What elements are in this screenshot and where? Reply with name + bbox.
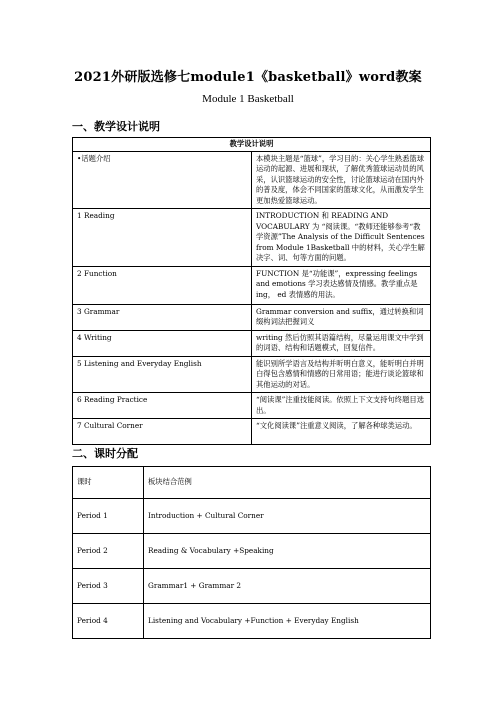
row-text: writing 然后仿照其语篇结构，尽量运用课文中学到的词语、结构和话题模式，回复信件。 bbox=[252, 330, 431, 356]
header-content: 板块结合范例 bbox=[144, 467, 431, 499]
row-text: 本模块主题是“篮球”，学习目的：关心学生熟悉篮球运动的起源、进展和现状，了解优秀篮球运动员的风采，认识篮球运动的安全性，讨论篮球运动在国内外的普及度，体会不同国家的篮球文化，从而激发学生更加热爱篮球运动。 bbox=[252, 151, 431, 209]
section-heading-design: 一、教学设计说明 bbox=[72, 120, 160, 133]
content-cell: Reading & Vocabulary +Speaking bbox=[144, 534, 431, 569]
header-period: 课时 bbox=[73, 467, 144, 499]
content-cell: Introduction + Cultural Corner bbox=[144, 499, 431, 534]
row-text: 能识别所学语言及结构并听明白意义，能听明白并明白得包含感情和情感的日常用语；能进行谈论篮球和其他运动的对话。 bbox=[252, 356, 431, 393]
row-text: INTRODUCTION 和 READING AND VOCABULARY 为 “阅读课。“教师还能够参考“教学资源”The Analysis of the Difficult Sentences from Module 1Basketball 中的材料，关心学生解决字、词、句等方面的问题。 bbox=[252, 209, 431, 267]
table-row bbox=[73, 356, 431, 393]
table-row bbox=[73, 569, 431, 604]
period-schedule-table bbox=[72, 466, 431, 639]
row-text: “阅读课”注重技能阅读。依照上下文支持句终题目选出。 bbox=[252, 393, 431, 419]
section-heading-schedule: 二、课时分配 bbox=[72, 447, 138, 460]
table-row bbox=[73, 151, 431, 209]
row-label bbox=[73, 151, 252, 209]
content-cell: Grammar1 + Grammar 2 bbox=[144, 569, 431, 604]
row-label: 3 Grammar bbox=[73, 304, 252, 330]
content-cell: Listening and Vocabulary +Function + Everyday English bbox=[144, 604, 431, 639]
table-row bbox=[73, 266, 431, 304]
table-header-row bbox=[73, 467, 431, 499]
row-label: 4 Writing bbox=[73, 330, 252, 356]
row-label: 2 Function bbox=[73, 266, 252, 304]
document-title: 2021外研版选修七module1《basketball》word教案 bbox=[74, 70, 422, 85]
table-row bbox=[73, 604, 431, 639]
row-label: 5 Listening and Everyday English bbox=[73, 356, 252, 393]
table-row bbox=[73, 209, 431, 267]
row-label: 6 Reading Practice bbox=[73, 393, 252, 419]
row-label: 1 Reading bbox=[73, 209, 252, 267]
period-cell: Period 1 bbox=[73, 499, 144, 534]
row-label: 7 Cultural Corner bbox=[73, 419, 252, 445]
document-subtitle: Module 1 Basketball bbox=[202, 93, 294, 105]
table-row bbox=[73, 419, 431, 445]
row-text: FUNCTION 是“功能课”，expressing feelings and emotions 学习表达感情及情感。教学重点是 ing， ed 表情感的用法。 bbox=[252, 266, 431, 304]
period-cell: Period 3 bbox=[73, 569, 144, 604]
table-row bbox=[73, 499, 431, 534]
design-notes-table bbox=[72, 137, 431, 445]
table-row bbox=[73, 330, 431, 356]
table-row bbox=[73, 393, 431, 419]
table-row bbox=[73, 534, 431, 569]
table-row bbox=[73, 304, 431, 330]
table-header-row bbox=[73, 138, 431, 152]
period-cell: Period 4 bbox=[73, 604, 144, 639]
row-text: “文化阅读课”注重意义阅读，了解各种球类运动。 bbox=[252, 419, 431, 445]
row-text: Grammar conversion and suffix，通过转换和词缀构词法把握词义 bbox=[252, 304, 431, 330]
period-cell: Period 2 bbox=[73, 534, 144, 569]
table-header-cell: 教学设计说明 bbox=[73, 138, 431, 152]
row-label-text: • 话题介绍 bbox=[77, 154, 111, 163]
